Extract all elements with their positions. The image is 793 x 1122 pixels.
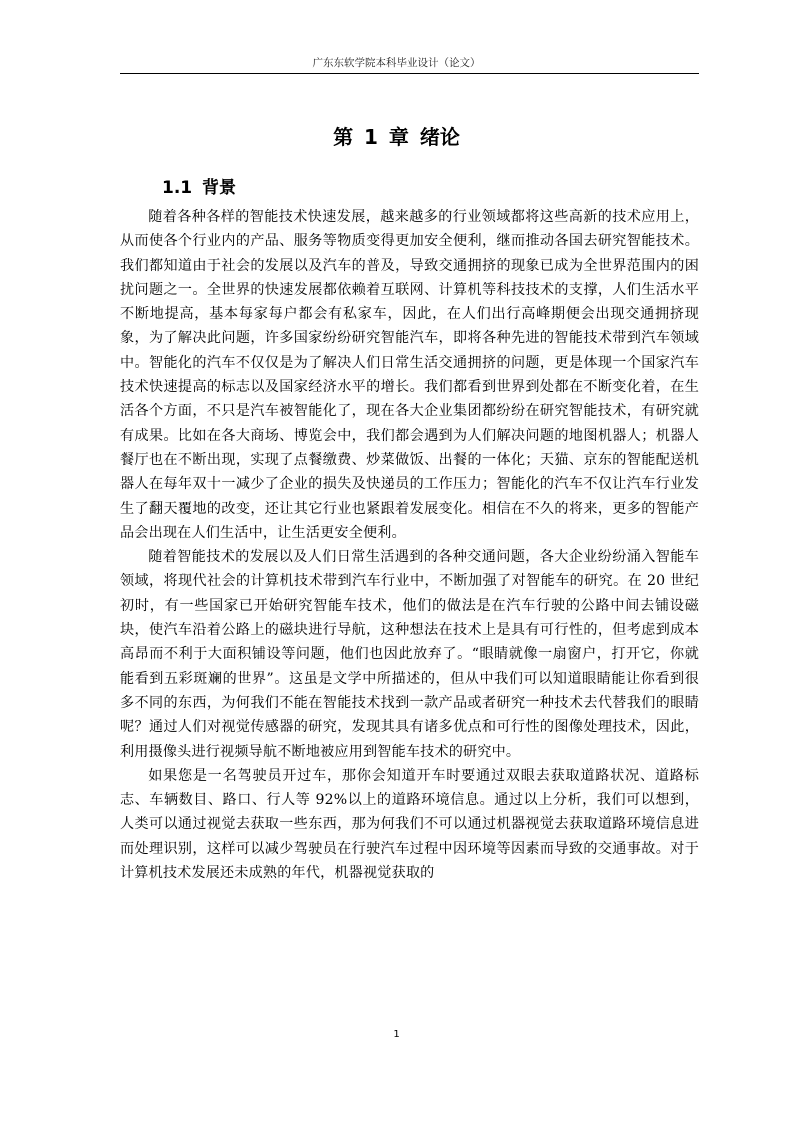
paragraph-3: 如果您是一名驾驶员开过车，那你会知道开车时要通过双眼去获取道路状况、道路标志、车辆数目、路口、行人等 92%以上的道路环境信息。通过以上分析，我们可以想到，人类可以通过视觉去获取一些东西，那为何我们不可以通过机器视觉去获取道路环境信息进而处理识别，这样可以减少驾驶员在行驶汽车过程中因环境等因素而导致的交通事故。对于计算机技术发展还未成熟的年代，机器视觉获取的 (120, 767, 699, 882)
page-number: 1 (393, 1029, 400, 1040)
running-header: 广东东软学院本科毕业设计（论文） (312, 57, 481, 69)
body-text (120, 205, 699, 885)
chapter-title: 第 1 章 绪论 (333, 125, 460, 149)
section-heading: 1.1 背景 (162, 178, 237, 198)
paragraph-1: 随着各种各样的智能技术快速发展，越来越多的行业领域都将这些高新的技术应用上，从而使各个行业内的产品、服务等物质变得更加安全便利，继而推动各国去研究智能技术。我们都知道由于社会的发展以及汽车的普及，导致交通拥挤的现象已成为全世界范围内的困扰问题之一。全世界的快速发展都依赖着互联网、计算机等科技技术的支撑，人们生活水平不断地提高，基本每家每户都会有私家车，因此，在人们出行高峰期便会出现交通拥挤现象，为了解决此问题，许多国家纷纷研究智能汽车，即将各种先进的智能技术带到汽车领域中。智能化的汽车不仅仅是为了解决人们日常生活交通拥挤的问题，更是体现一个国家汽车技术快速提高的标志以及国家经济水平的增长。我们都看到世界到处都在不断变化着，在生活各个方面，不只是汽车被智能化了，现在各大企业集团都纷纷在研究智能技术，有研究就有成果。比如在各大商场、博览会中，我们都会遇到为人们解决问题的地图机器人；机器人餐厅也在不断出现，实现了点餐缴费、炒菜做饭、出餐的一体化；天猫、京东的智能配送机器人在每年双十一减少了企业的损失及快递员的工作压力；智能化的汽车不仅让汽车行业发生了翻天覆地的改变，还让其它行业也紧跟着发展变化。相信在不久的将来，更多的智能产品会出现在人们生活中，让生活更安全便利。 (120, 209, 699, 541)
paragraph-2: 随着智能技术的发展以及人们日常生活遇到的各种交通问题，各大企业纷纷涌入智能车领域，将现代社会的计算机技术带到汽车行业中，不断加强了对智能车的研究。在 20 世纪初时，有一些国家已开始研究智能车技术，他们的做法是在汽车行驶的公路中间去铺设磁块，使汽车沿着公路上的磁块进行导航，这种想法在技术上是具有可行性的，但考虑到成本高昂而不利于大面积铺设等问题，他们也因此放弃了。“眼睛就像一扇窗户，打开它，你就能看到五彩斑斓的世界”。这虽是文学中所描述的，但从中我们可以知道眼睛能让你看到很多不同的东西，为何我们不能在智能技术找到一款产品或者研究一种技术去代替我们的眼睛呢？通过人们对视觉传感器的研究，发现其具有诸多优点和可行性的图像处理技术，因此，利用摄像头进行视频导航不断地被应用到智能车技术的研究中。 (120, 549, 699, 760)
header-rule (120, 73, 699, 74)
